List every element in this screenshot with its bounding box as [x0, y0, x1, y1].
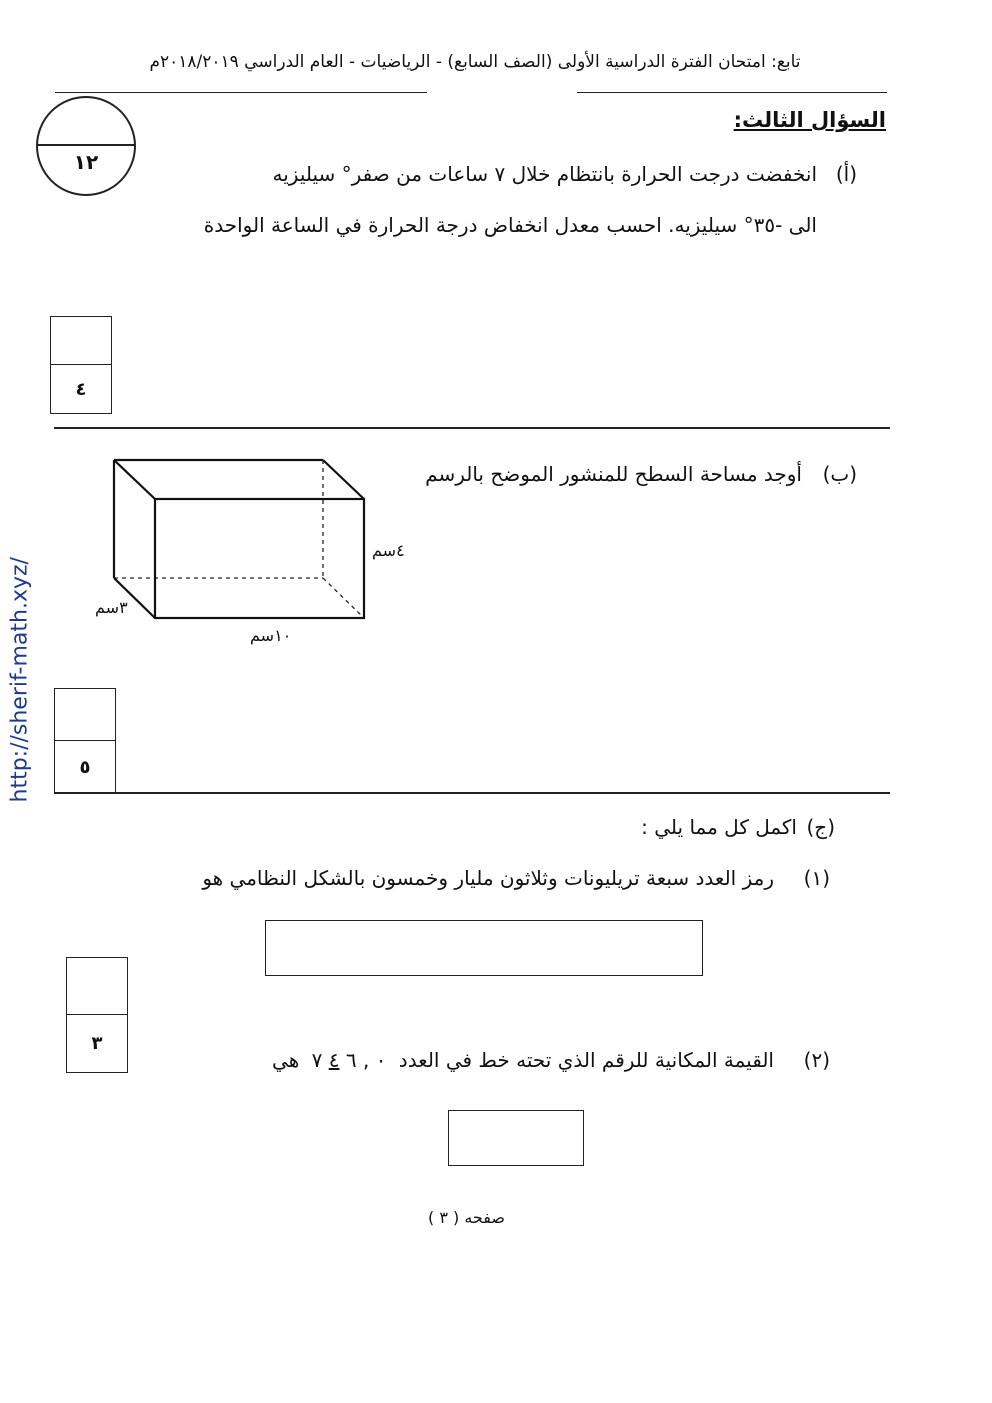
part-b-mark: ٥: [79, 756, 91, 778]
hidden-edge: [323, 578, 364, 618]
mark-box-blank[interactable]: [51, 317, 111, 365]
part-b-text: أوجد مساحة السطح للمنشور الموضح بالرسم: [425, 462, 802, 486]
question-title: السؤال الثالث:: [733, 108, 886, 132]
item2-number-a: ٧: [311, 1048, 323, 1072]
edge: [323, 460, 364, 499]
total-mark: ١٢: [73, 150, 99, 174]
item2-number-underlined: ٤: [328, 1048, 340, 1072]
circle-divider: [38, 144, 134, 146]
edge: [114, 460, 155, 499]
dim-length: ١٠سم: [250, 626, 292, 645]
part-a-mark: ٤: [75, 378, 87, 400]
part-c-text: اكمل كل مما يلي :: [641, 815, 797, 839]
part-b-label: (ب): [822, 462, 857, 486]
watermark-url[interactable]: http://sherif-math.xyz/: [7, 557, 33, 803]
dim-depth: ٣سم: [95, 598, 128, 617]
item2-label: (٢): [803, 1048, 830, 1072]
section-divider-2: [54, 792, 890, 794]
item2-sentence: [272, 1048, 774, 1072]
part-a-line1: انخفضت درجت الحرارة بانتظام خلال ٧ ساعات من صفر° سيليزيه: [272, 162, 817, 186]
item1-label: (١): [803, 866, 830, 890]
header-rule-left: [55, 92, 427, 93]
part-a-line2: الى -٣٥° سيليزيه. احسب معدل انخفاض درجة الحرارة في الساعة الواحدة: [203, 213, 817, 237]
exam-header: تابع: امتحان الفترة الدراسية الأولى (الصف السابع) - الرياضيات - العام الدراسي ٢٠١٨/٢٠١٩م: [149, 52, 801, 72]
total-mark-circle: [36, 96, 136, 196]
item2-answer-box[interactable]: [448, 1110, 584, 1166]
header-rule-right: [577, 92, 887, 93]
section-divider-1: [54, 427, 890, 429]
part-c-mark-box: [66, 957, 128, 1073]
prism-diagram: [80, 450, 420, 650]
item2-number-b: ٠ , ٦: [345, 1048, 387, 1072]
item2-text-before: القيمة المكانية للرقم الذي تحته خط في العدد: [398, 1048, 774, 1072]
dim-height: ٤سم: [372, 541, 405, 560]
item2-number: [312, 1048, 387, 1072]
mark-box-blank[interactable]: [67, 958, 127, 1015]
item2-text-after: هي: [272, 1048, 300, 1072]
front-face: [155, 499, 364, 618]
item1-text: رمز العدد سبعة تريليونات وثلاثون مليار وخمسون بالشكل النظامي هو: [202, 866, 774, 890]
part-a-mark-box: [50, 316, 112, 414]
part-a-label: (أ): [835, 162, 857, 186]
part-c-mark: ٣: [91, 1033, 103, 1054]
item1-answer-box[interactable]: [265, 920, 703, 976]
mark-box-blank[interactable]: [55, 689, 115, 741]
page-number: صفحه ( ٣ ): [428, 1208, 505, 1227]
part-c-label: (ج): [806, 815, 835, 839]
part-b-mark-box: [54, 688, 116, 794]
